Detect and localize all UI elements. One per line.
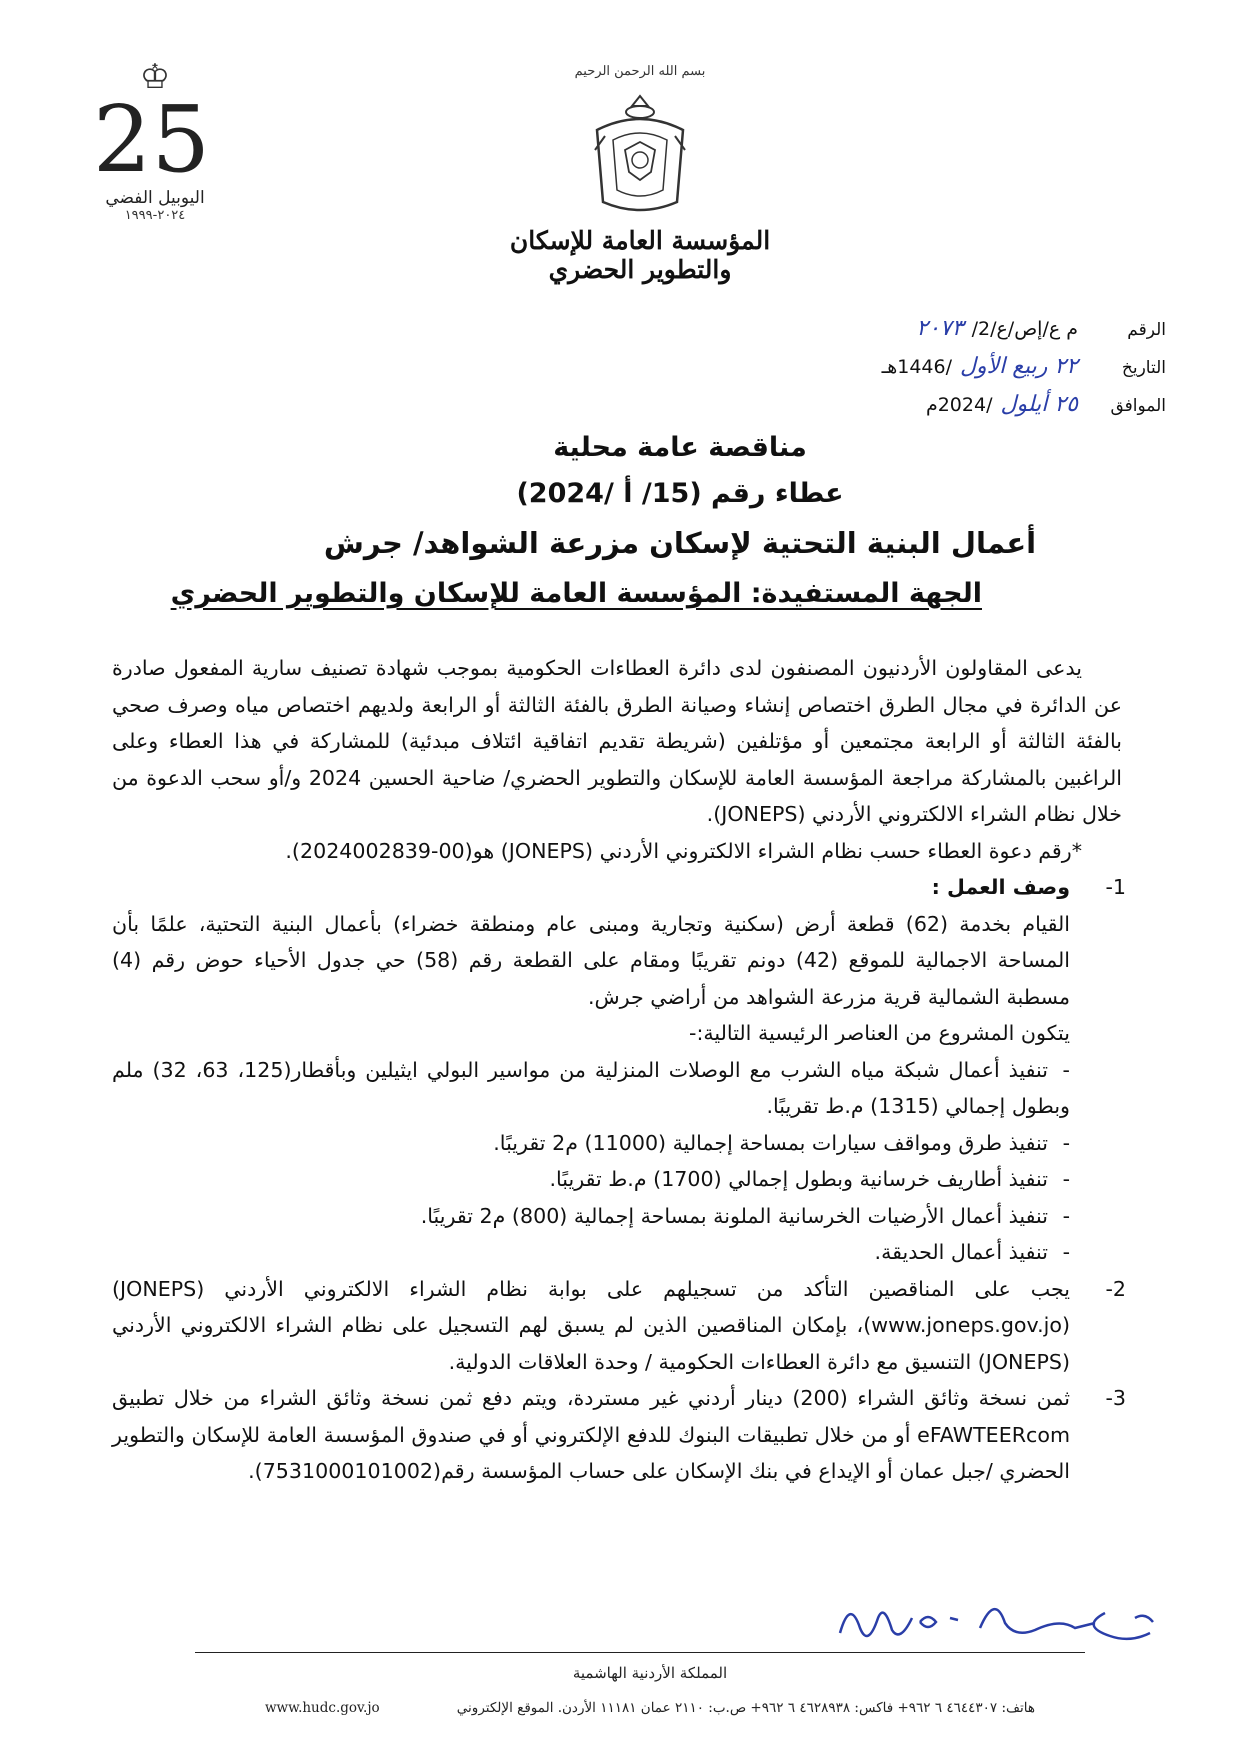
component-text: تنفيذ أعمال شبكة مياه الشرب مع الوصلات المنزلية من مواسير البولي ايثيلين وبأقطار(125، 63، 32) ملم وبطول إجمالي (1315) م.ط تقريبًا. — [112, 1057, 1070, 1118]
tender-number-title: عطاء رقم (15/ أ /2024) — [516, 478, 844, 509]
section-1-description: القيام بخدمة (62) قطعة أرض (سكنية وتجارية ومبنى عام ومنطقة خضراء) بأعمال البنية التحتية، علمًا بأن المساحة الاجمالية للموقع (42) دونم تقريبًا ومقام على القطعة رقم (58) حي جدول الأحياء حوض رقم (4) مسطبة الشمالية قرية مزرعة الشواهد من أراضي جرش. — [112, 911, 1070, 1009]
component-text: تنفيذ أعمال الحديقة. — [874, 1240, 1048, 1264]
signature-scribble — [820, 1588, 1170, 1658]
jubilee-years: ٢٠٢٤-١٩٩٩ — [124, 208, 186, 223]
ref-date-value: /1446هـ — [881, 356, 952, 378]
component-text: تنفيذ أطاريف خرسانية وبطول إجمالي (1700) م.ط تقريبًا. — [549, 1167, 1048, 1191]
section-2-number: 2- — [1105, 1276, 1126, 1301]
section-1-number: 1- — [1105, 875, 1126, 899]
component-text: تنفيذ أعمال الأرضيات الخرسانية الملونة بمساحة إجمالية (800) م2 تقريبًا. — [420, 1203, 1048, 1228]
section-3-number: 3- — [1105, 1386, 1126, 1410]
coat-of-arms-icon — [585, 90, 695, 220]
ref-number-handwritten: ٢٠٧٣ — [916, 316, 964, 341]
ref-corr-value: /2024م — [925, 394, 993, 416]
footer-rule — [195, 1652, 1085, 1653]
crown-icon: ♔ — [139, 57, 171, 97]
ref-date-row — [882, 354, 1166, 386]
project-title: أعمال البنية التحتية لإسكان مزرعة الشواهد/ جرش — [323, 526, 1037, 560]
ref-corr-label: الموافق — [1110, 396, 1166, 416]
component-item: -تنفيذ أعمال الأرضيات الخرسانية الملونة بمساحة إجمالية (800) م2 تقريبًا. — [420, 1203, 1070, 1228]
component-text: تنفيذ طرق ومواقف سيارات بمساحة إجمالية (11000) م2 تقريبًا. — [493, 1130, 1048, 1155]
tender-body — [112, 650, 1126, 1490]
tender-type-title: مناقصة عامة محلية — [553, 432, 807, 463]
component-item: -تنفيذ أعمال الحديقة. — [874, 1240, 1070, 1264]
organization-name: المؤسسة العامة للإسكان والتطوير الحضري — [509, 226, 771, 284]
section-3-text: ثمن نسخة وثائق الشراء (200) دينار أردني غير مستردة، ويتم دفع ثمن نسخة وثائق الشراء من خلال تطبيق eFAWTEERcom أو من خلال تطبيقات البنوك للدفع الإلكتروني أو في صندوق المؤسسة العامة للإسكان والتطوير الحضري /جبل عمان أو الإيداع في بنك الإسكان على حساب المؤسسة رقم(7531000101002). — [112, 1386, 1070, 1483]
kingdom-name: المملكة الأردنية الهاشمية — [572, 1664, 728, 1682]
section-2 — [112, 1271, 1126, 1381]
component-item: -تنفيذ أعمال شبكة مياه الشرب مع الوصلات المنزلية من مواسير البولي ايثيلين وبأقطار(125، 63، 32) ملم وبطول إجمالي (1315) م.ط تقريبًا. — [112, 1057, 1070, 1118]
beneficiary-title: الجهة المستفيدة: المؤسسة العامة للإسكان والتطوير الحضري — [170, 578, 982, 609]
ref-number-value: م ع/إص/ع/2/ — [971, 318, 1078, 340]
component-item: -تنفيذ طرق ومواقف سيارات بمساحة إجمالية (11000) م2 تقريبًا. — [493, 1130, 1070, 1155]
section-3 — [112, 1380, 1126, 1490]
ref-number-row — [916, 316, 1166, 348]
jubilee-logo — [92, 57, 210, 250]
section-1-title: وصف العمل : — [931, 875, 1070, 899]
ref-date-handwritten: ٢٢ ربيع الأول — [960, 354, 1078, 379]
jubilee-title: اليوبيل الفضي — [105, 188, 205, 208]
ref-corr-handwritten: ٢٥ أيلول — [1000, 392, 1078, 417]
jubilee-number: 25 — [92, 86, 210, 193]
footer-contact-details: هاتف: ٤٦٤٤٣٠٧ ٦ ٩٦٢+ فاكس: ٤٦٢٨٩٣٨ ٦ ٩٦٢+ ص.ب: ٢١١٠ عمان ١١١٨١ الأردن. الموقع الإلكتروني — [456, 1700, 1035, 1716]
invite-number: *رقم دعوة العطاء حسب نظام الشراء الالكتروني الأردني (JONEPS) هو(00-2024002839). — [285, 838, 1082, 863]
section-1 — [112, 869, 1126, 906]
component-item: -تنفيذ أطاريف خرسانية وبطول إجمالي (1700) م.ط تقريبًا. — [549, 1167, 1070, 1191]
basmala: بسم الله الرحمن الرحيم — [574, 64, 706, 79]
section-1-components-intro: يتكون المشروع من العناصر الرئيسية التالية:- — [689, 1021, 1070, 1045]
ref-corr-row — [926, 392, 1166, 424]
ref-date-label: التاريخ — [1121, 358, 1166, 378]
ref-number-label: الرقم — [1127, 320, 1166, 340]
footer-website[interactable]: www.hudc.gov.jo — [265, 1700, 380, 1716]
section-2-text: يجب على المناقصين التأكد من تسجيلهم على بوابة نظام الشراء الالكتروني الأردني (JONEPS) (www.joneps.gov.jo)، بإمكان المناقصين الذين لم يسبق لهم التسجيل على نظام الشراء الالكتروني الأردني (JONEPS) التنسيق مع دائرة العطاءات الحكومية / وحدة العلاقات الدولية. — [112, 1276, 1070, 1374]
intro-paragraph: يدعى المقاولون الأردنيون المصنفون لدى دائرة العطاءات الحكومية بموجب شهادة تصنيف سارية المفعول صادرة عن الدائرة في مجال الطرق اختصاص إنشاء وصيانة الطرق بالفئة الثالثة أو الرابعة ولديهم اختصاص مياه وصرف صحي بالفئة الثالثة أو الرابعة مجتمعين أو مؤتلفين (شريطة تقديم اتفاقية ائتلاف مبدئية) للمشاركة في هذا العطاء وعلى الراغبين بالمشاركة مراجعة المؤسسة العامة للإسكان والتطوير الحضري/ ضاحية الحسين 2024 و/أو سحب الدعوة من خلال نظام الشراء الالكتروني الأردني (JONEPS). — [112, 656, 1122, 826]
footer-contact — [265, 1700, 1035, 1716]
